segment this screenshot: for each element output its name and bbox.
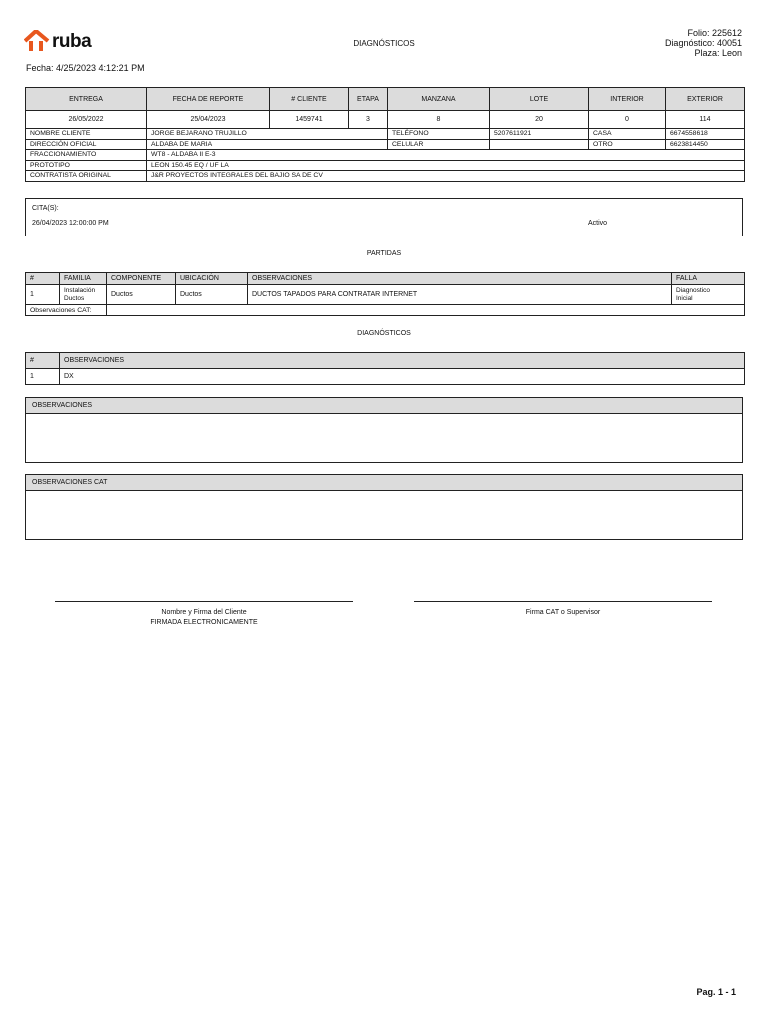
- diagnosticos-table: [25, 352, 745, 385]
- partida-falla-line2: Inicial: [676, 294, 693, 302]
- header-fecha-reporte: FECHA DE REPORTE: [147, 88, 270, 111]
- partida-componente: Ductos: [107, 285, 176, 305]
- observaciones-box: [25, 397, 743, 463]
- report-date: Fecha: 4/25/2023 4:12:21 PM: [26, 63, 145, 73]
- direccion-label: DIRECCIÓN OFICIAL: [26, 139, 147, 150]
- partida-familia-line1: Instalación: [64, 286, 96, 294]
- header-interior: INTERIOR: [589, 88, 666, 111]
- value-fecha-reporte: 25/04/2023: [147, 111, 270, 129]
- telefono-label: TELÉFONO: [388, 129, 490, 140]
- otro-value: 6623814450: [666, 139, 745, 150]
- diagnosticos-header-num: #: [26, 353, 60, 369]
- value-etapa: 3: [349, 111, 388, 129]
- header-lote: LOTE: [490, 88, 589, 111]
- summary-table: [25, 87, 745, 182]
- contratista-value: J&R PROYECTOS INTEGRALES DEL BAJIO SA DE CV: [147, 171, 745, 182]
- partidas-header-componente: COMPONENTE: [107, 273, 176, 285]
- value-interior: 0: [589, 111, 666, 129]
- logo-text: ruba: [52, 31, 92, 52]
- otro-label: OTRO: [589, 139, 666, 150]
- info-row-contratista: [26, 171, 745, 182]
- partidas-header-falla: FALLA: [672, 273, 745, 285]
- value-lote: 20: [490, 111, 589, 129]
- telefono-value: 5207611921: [490, 129, 589, 140]
- partidas-header-familia: FAMILIA: [60, 273, 107, 285]
- obs-cat-label: Observaciones CAT:: [26, 305, 107, 316]
- header-info: [665, 28, 742, 58]
- header-manzana: MANZANA: [388, 88, 490, 111]
- observaciones-cat-box-title: OBSERVACIONES CAT: [26, 475, 742, 491]
- observaciones-cat-box: [25, 474, 743, 540]
- diagnostico-number: Diagnóstico: 40051: [664, 38, 742, 48]
- partida-falla: [672, 285, 745, 305]
- supervisor-signature-caption: [414, 608, 712, 618]
- diagnostico-obs: DX: [60, 369, 745, 385]
- citas-box: [25, 198, 743, 236]
- supervisor-signature-line: [414, 601, 712, 602]
- folio: Folio: 225612: [687, 28, 742, 38]
- value-entrega: 26/05/2022: [26, 111, 147, 129]
- cita-status: Activo: [588, 220, 608, 227]
- observaciones-cat-row: [26, 305, 745, 316]
- header-entrega: ENTREGA: [26, 88, 147, 111]
- obs-cat-value: [107, 305, 745, 316]
- nombre-label: NOMBRE CLIENTE: [26, 129, 147, 140]
- header-etapa: ETAPA: [349, 88, 388, 111]
- partida-observaciones: DUCTOS TAPADOS PARA CONTRATAR INTERNET: [248, 285, 672, 305]
- prototipo-label: PROTOTIPO: [26, 160, 147, 171]
- client-signature-caption: [55, 608, 353, 628]
- celular-label: CELULAR: [388, 139, 490, 150]
- diagnosticos-header-observaciones: OBSERVACIONES: [60, 353, 745, 369]
- info-row-fraccionamiento: [26, 150, 745, 161]
- fraccionamiento-value: WT8 - ALDABA II E-3: [147, 150, 745, 161]
- value-exterior: 114: [666, 111, 745, 129]
- partida-familia-line2: Ductos: [64, 294, 85, 302]
- info-row-prototipo: [26, 160, 745, 171]
- info-row-nombre: [26, 129, 745, 140]
- diagnosticos-title: DIAGNÓSTICOS: [357, 330, 411, 337]
- partidas-header-observaciones: OBSERVACIONES: [248, 273, 672, 285]
- partida-falla-line1: Diagnostico: [676, 286, 710, 294]
- diagnostico-num: 1: [26, 369, 60, 385]
- header-cliente: # CLIENTE: [270, 88, 349, 111]
- header-exterior: EXTERIOR: [666, 88, 745, 111]
- page-number: Pag. 1 - 1: [696, 987, 736, 997]
- client-signature-label: Nombre y Firma del Cliente: [161, 609, 247, 616]
- partidas-title: PARTIDAS: [366, 250, 402, 257]
- prototipo-value: LEON 150.45 EQ / UF LA: [147, 160, 745, 171]
- citas-label: CITA(S):: [32, 205, 59, 212]
- supervisor-signature-label: Firma CAT o Supervisor: [525, 609, 601, 616]
- document-title: DIAGNÓSTICOS: [353, 39, 415, 48]
- table-row: [26, 369, 745, 385]
- partida-ubicacion: Ductos: [176, 285, 248, 305]
- client-signature-status: FIRMADA ELECTRONICAMENTE: [150, 619, 258, 626]
- casa-label: CASA: [589, 129, 666, 140]
- celular-value: [490, 139, 589, 150]
- value-cliente: 1459741: [270, 111, 349, 129]
- summary-header-row: [26, 88, 745, 111]
- cita-datetime: 26/04/2023 12:00:00 PM: [32, 220, 109, 227]
- partidas-header-ubicacion: UBICACIÓN: [176, 273, 248, 285]
- observaciones-box-title: OBSERVACIONES: [26, 398, 742, 414]
- client-signature-line: [55, 601, 353, 602]
- partida-familia: [60, 285, 107, 305]
- casa-value: 6674558618: [666, 129, 745, 140]
- partida-num: 1: [26, 285, 60, 305]
- info-row-direccion: [26, 139, 745, 150]
- nombre-value: JORGE BEJARANO TRUJILLO: [147, 129, 388, 140]
- partidas-table: [25, 272, 745, 316]
- partidas-header-num: #: [26, 273, 60, 285]
- summary-values-row: [26, 111, 745, 129]
- fraccionamiento-label: FRACCIONAMIENTO: [26, 150, 147, 161]
- value-manzana: 8: [388, 111, 490, 129]
- plaza: Plaza: Leon: [694, 48, 742, 58]
- contratista-label: CONTRATISTA ORIGINAL: [26, 171, 147, 182]
- table-row: [26, 285, 745, 305]
- partidas-header-row: [26, 273, 745, 285]
- diagnosticos-header-row: [26, 353, 745, 369]
- direccion-value: ALDABA DE MARIA: [147, 139, 388, 150]
